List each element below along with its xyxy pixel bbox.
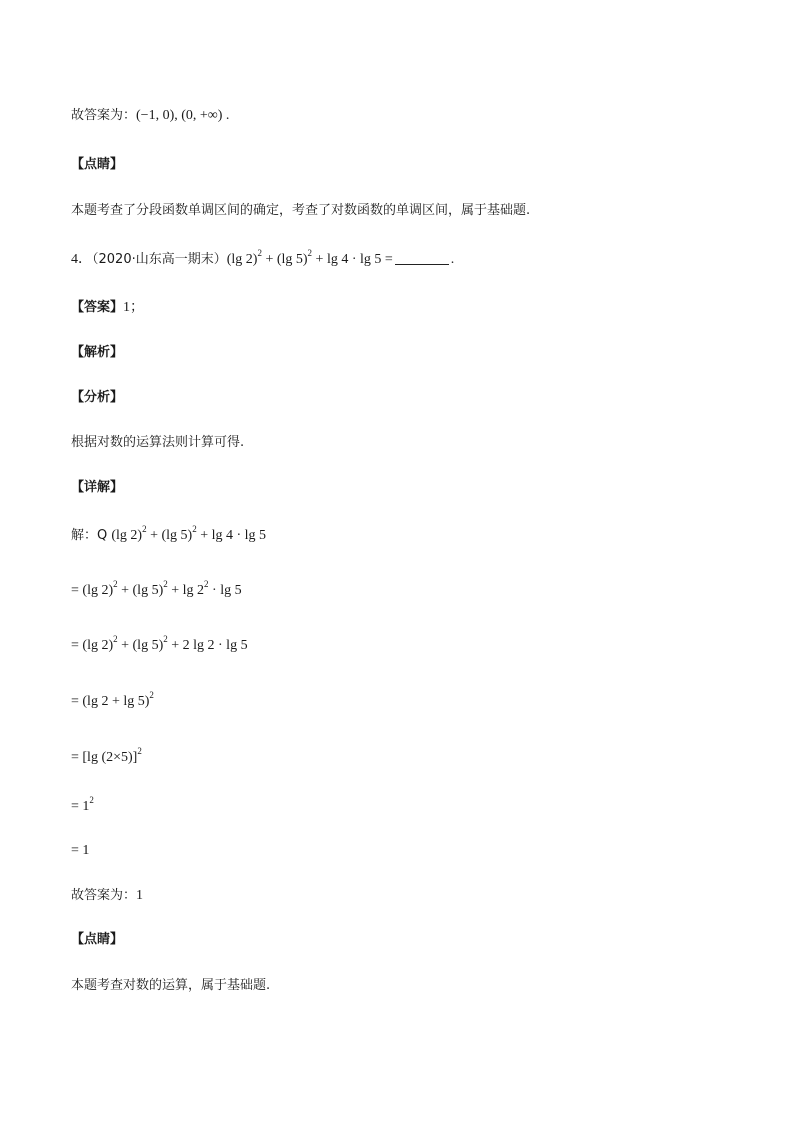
solution-step-5: = [lg (2×5)]$^2$ bbox=[71, 746, 142, 765]
section-heading-dianjing: 【点睛】 bbox=[71, 157, 124, 172]
fenxi-text: 根据对数的运算法则计算可得. bbox=[71, 435, 245, 450]
answer-label: 【答案】 bbox=[71, 300, 124, 315]
question-4 bbox=[71, 250, 454, 270]
question-number: 4． bbox=[71, 252, 92, 267]
question-source: （2020·山东高一期末） bbox=[92, 252, 227, 267]
answer-prefix: 故答案为： bbox=[71, 108, 137, 123]
answer-value: 1； bbox=[123, 300, 145, 315]
solution-step-2: = (lg 2)$^2$ + (lg $5)^2 + \lg 2^2 \cdot \lg 5$ bbox=[71, 579, 242, 598]
final-comment: 本题考查对数的运算，属于基础题. bbox=[71, 978, 271, 993]
solution-step-7: = 1 bbox=[71, 843, 90, 858]
solution-step-1: 解：Q (lg 2)$^2$ + (lg 5)$^2$ + lg 4 · lg 5 bbox=[71, 524, 267, 543]
comment-text: 本题考查了分段函数单调区间的确定，考查了对数函数的单调区间，属于基础题. bbox=[71, 203, 531, 218]
final-heading-dianjing: 【点睛】 bbox=[71, 932, 124, 947]
answer-math: (−1, 0), (0, +∞) . bbox=[136, 108, 230, 123]
detail-label: 【详解】 bbox=[71, 480, 124, 495]
answer-blank bbox=[395, 251, 449, 265]
solution-step-3: = (lg 2)$^2$ + (lg 5)$^2$ + 2 lg 2 · lg 5 bbox=[71, 634, 248, 653]
analysis-label: 【解析】 bbox=[71, 345, 124, 360]
fenxi-label: 【分析】 bbox=[71, 390, 124, 405]
answer-statement-prev bbox=[71, 106, 229, 126]
final-answer: 故答案为：1 bbox=[71, 888, 144, 903]
solution-step-6: = $1^2$ bbox=[71, 795, 94, 814]
question-end: . bbox=[450, 252, 455, 267]
answer-line bbox=[71, 298, 144, 318]
question-expression: (lg 2)$^2$ + (lg 5)$^2$ + lg 4 · lg 5 = bbox=[226, 248, 393, 267]
solution-step-4: = (lg 2 + lg 5)$^2$ bbox=[71, 690, 154, 709]
